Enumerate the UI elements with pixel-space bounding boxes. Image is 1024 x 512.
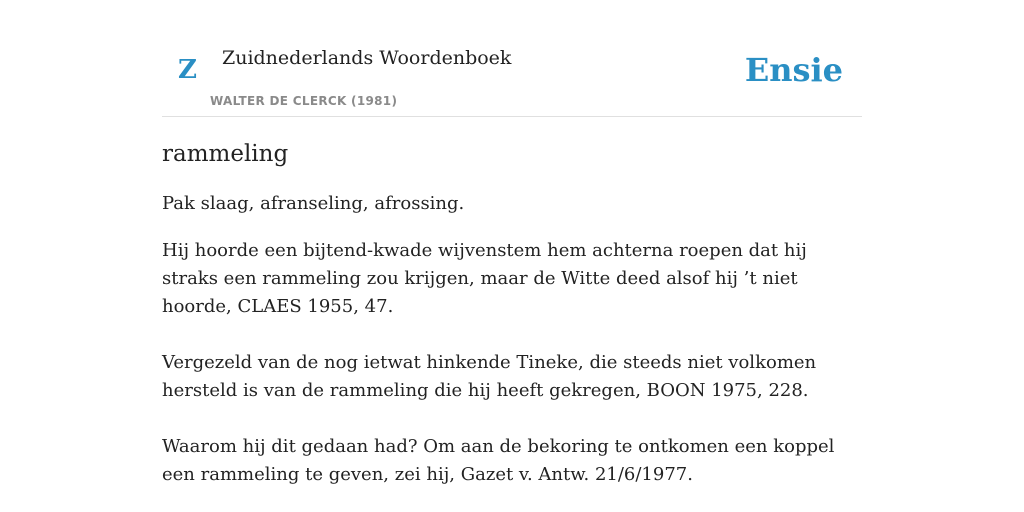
entry-content: [162, 138, 862, 512]
entry-example: Hij hoorde een bijtend-kwade wijvenstem hem achterna roepen dat hij straks een rammeling zou krijgen, maar de Witte deed alsof hij ’t niet hoorde, CLAES 1955, 47.: [162, 240, 807, 317]
dictionary-author: WALTER DE CLERCK (1981): [210, 94, 398, 108]
entry-definition: Pak slaag, afranseling, afrossing.: [162, 193, 465, 214]
entry-example: Vergezeld van de nog ietwat hinkende Tineke, die steeds niet volkomen hersteld is van de rammeling die hij heeft gekregen, BOON 1975, 228.: [162, 352, 817, 401]
dictionary-logo[interactable]: Z: [178, 55, 197, 85]
dictionary-title-link[interactable]: Zuidnederlands Woordenboek: [222, 47, 512, 69]
entry-headword: rammeling: [162, 141, 289, 167]
ensie-brand-logo[interactable]: Ensie: [744, 51, 843, 89]
dictionary-header: [162, 0, 862, 117]
entry-example: Waarom hij dit gedaan had? Om aan de bekoring te ontkomen een koppel een rammeling te geven, zei hij, Gazet v. Antw. 21/6/1977.: [162, 436, 835, 485]
